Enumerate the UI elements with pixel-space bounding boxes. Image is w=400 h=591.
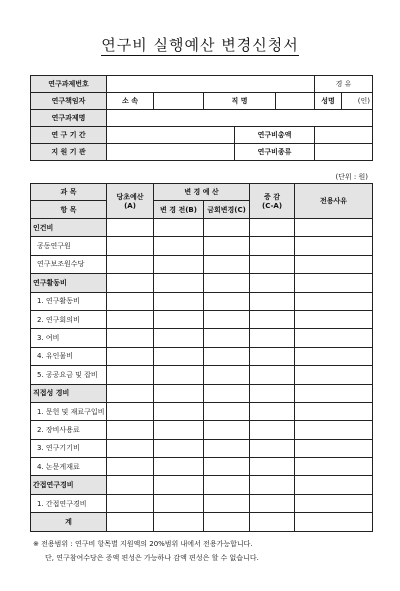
budget-row: [31, 458, 373, 476]
transfer-reason-cell[interactable]: [295, 366, 373, 384]
budget-row: [31, 255, 373, 273]
before-change-cell[interactable]: [154, 494, 204, 512]
difference-header: [250, 184, 295, 219]
before-change-cell[interactable]: [154, 310, 204, 328]
original-amount-cell[interactable]: [107, 421, 154, 439]
original-amount-cell[interactable]: [107, 513, 154, 531]
period-label: 연 구 기 간: [31, 127, 107, 144]
affiliation-field[interactable]: [154, 93, 204, 110]
before-change-cell[interactable]: [154, 384, 204, 402]
before-change-cell[interactable]: [154, 329, 204, 347]
fund-type-label: 연구비종류: [235, 144, 315, 161]
budget-row: [31, 384, 373, 402]
transfer-reason-cell[interactable]: [295, 439, 373, 457]
budget-item-label: 1. 연구활동비: [31, 292, 107, 310]
budget-item-label: 4. 유인물비: [31, 347, 107, 365]
item-header-top: 과 목: [31, 184, 107, 201]
original-amount-cell[interactable]: [107, 237, 154, 255]
budget-row: [31, 219, 373, 237]
after-change-cell[interactable]: [204, 402, 250, 420]
after-change-cell[interactable]: [204, 476, 250, 494]
total-label: 연구비총액: [235, 127, 315, 144]
budget-row: [31, 237, 373, 255]
period-field[interactable]: [107, 127, 235, 144]
difference-cell[interactable]: [250, 402, 295, 420]
original-amount-cell[interactable]: [107, 292, 154, 310]
before-change-cell[interactable]: [154, 366, 204, 384]
budget-item-label: 5. 공공요금 및 잡비: [31, 366, 107, 384]
difference-cell[interactable]: [250, 310, 295, 328]
agency-label: 지 원 기 관: [31, 144, 107, 161]
before-change-cell[interactable]: [154, 237, 204, 255]
budget-row: [31, 476, 373, 494]
after-change-cell[interactable]: [204, 347, 250, 365]
transfer-reason-cell[interactable]: [295, 292, 373, 310]
note-1: ※ 전용범위 : 연구비 항목별 지원액의 20%범위 내에서 전용가능합니다.: [33, 540, 253, 548]
seal-mark: (인): [342, 93, 373, 110]
budget-row: [31, 494, 373, 512]
budget-row: [31, 329, 373, 347]
original-amount-cell[interactable]: [107, 402, 154, 420]
transfer-reason-cell[interactable]: [295, 329, 373, 347]
after-change-cell[interactable]: [204, 255, 250, 273]
affiliation-label: 소 속: [107, 93, 154, 110]
difference-cell[interactable]: [250, 366, 295, 384]
before-change-cell[interactable]: [154, 476, 204, 494]
after-change-cell[interactable]: [204, 384, 250, 402]
after-change-cell[interactable]: [204, 366, 250, 384]
transfer-reason-cell[interactable]: [295, 494, 373, 512]
budget-row: [31, 310, 373, 328]
original-amount-cell[interactable]: [107, 494, 154, 512]
transfer-reason-cell[interactable]: [295, 237, 373, 255]
budget-category-label: 계: [31, 513, 107, 531]
before-change-cell[interactable]: [154, 402, 204, 420]
difference-cell[interactable]: [250, 494, 295, 512]
budget-item-label: 1. 간접연구경비: [31, 494, 107, 512]
original-amount-cell[interactable]: [107, 439, 154, 457]
difference-cell[interactable]: [250, 219, 295, 237]
project-name-label: 연구과제명: [31, 110, 107, 127]
difference-label: 증 감: [264, 193, 280, 201]
after-change-cell[interactable]: [204, 458, 250, 476]
changed-budget-header: 변 경 예 산: [154, 184, 250, 201]
original-amount-cell[interactable]: [107, 347, 154, 365]
original-budget-a: (A): [124, 202, 136, 210]
original-amount-cell[interactable]: [107, 274, 154, 292]
budget-row: [31, 292, 373, 310]
budget-row: [31, 421, 373, 439]
budget-item-label: 2. 연구회의비: [31, 310, 107, 328]
after-change-cell[interactable]: [204, 329, 250, 347]
original-amount-cell[interactable]: [107, 384, 154, 402]
budget-item-label: 공동연구원: [31, 237, 107, 255]
before-change-cell[interactable]: [154, 292, 204, 310]
original-budget-label: 당초예산: [116, 193, 144, 201]
difference-cell[interactable]: [250, 476, 295, 494]
difference-cell[interactable]: [250, 274, 295, 292]
transfer-reason-cell[interactable]: [295, 458, 373, 476]
original-amount-cell[interactable]: [107, 219, 154, 237]
item-header-bottom: 항 목: [31, 201, 107, 219]
budget-category-label: 직접성 경비: [31, 384, 107, 402]
budget-row: [31, 274, 373, 292]
difference-cell[interactable]: [250, 255, 295, 273]
name-label: 성명: [315, 93, 342, 110]
budget-item-label: 3. 여비: [31, 329, 107, 347]
difference-cell[interactable]: [250, 421, 295, 439]
researcher-label: 연구책임자: [31, 93, 107, 110]
difference-cell[interactable]: [250, 458, 295, 476]
before-change-cell[interactable]: [154, 255, 204, 273]
original-amount-cell[interactable]: [107, 255, 154, 273]
budget-row: [31, 439, 373, 457]
transfer-reason-cell[interactable]: [295, 384, 373, 402]
transfer-reason-cell[interactable]: [295, 219, 373, 237]
after-change-cell[interactable]: [204, 274, 250, 292]
after-change-cell[interactable]: [204, 292, 250, 310]
after-change-cell[interactable]: [204, 237, 250, 255]
original-amount-cell[interactable]: [107, 476, 154, 494]
position-field[interactable]: [276, 93, 315, 110]
budget-category-label: 연구활동비: [31, 274, 107, 292]
budget-category-label: 인건비: [31, 219, 107, 237]
transfer-reason-cell[interactable]: [295, 476, 373, 494]
project-number-field[interactable]: [107, 76, 315, 93]
difference-cell[interactable]: [250, 384, 295, 402]
after-change-cell[interactable]: [204, 494, 250, 512]
transfer-reason-cell[interactable]: [295, 347, 373, 365]
after-change-cell[interactable]: [204, 219, 250, 237]
notes: [33, 537, 259, 565]
original-amount-cell[interactable]: [107, 366, 154, 384]
transfer-reason-cell[interactable]: [295, 402, 373, 420]
page-title: 연구비 실행예산 변경신청서: [101, 36, 299, 54]
difference-cell[interactable]: [250, 513, 295, 531]
before-change-cell[interactable]: [154, 513, 204, 531]
difference-cell[interactable]: [250, 237, 295, 255]
budget-table: [30, 183, 373, 532]
budget-category-label: 간접연구경비: [31, 476, 107, 494]
before-change-header: 변 경 전(B): [154, 201, 204, 219]
before-change-cell[interactable]: [154, 458, 204, 476]
original-amount-cell[interactable]: [107, 329, 154, 347]
after-change-header: 금회변경(C): [204, 201, 250, 219]
budget-item-label: 2. 장비사용료: [31, 421, 107, 439]
budget-item-label: 1. 문헌 및 재료구입비: [31, 402, 107, 420]
note-2: 단, 연구참여수당은 증액 편성은 가능하나 감액 편성은 할 수 없습니다.: [45, 554, 259, 562]
title-underline: [101, 55, 299, 56]
difference-cell[interactable]: [250, 347, 295, 365]
after-change-cell[interactable]: [204, 421, 250, 439]
budget-row: [31, 402, 373, 420]
budget-item-label: 4. 논문게재료: [31, 458, 107, 476]
before-change-cell[interactable]: [154, 347, 204, 365]
total-field[interactable]: [315, 127, 373, 144]
budget-item-label: 연구보조원수당: [31, 255, 107, 273]
info-table: [30, 75, 373, 161]
transfer-reason-cell[interactable]: [295, 310, 373, 328]
difference-cell[interactable]: [250, 329, 295, 347]
transfer-reason-cell[interactable]: [295, 513, 373, 531]
after-change-cell[interactable]: [204, 513, 250, 531]
original-budget-header: [107, 184, 154, 219]
project-name-field[interactable]: [107, 110, 373, 127]
budget-row: [31, 366, 373, 384]
original-amount-cell[interactable]: [107, 310, 154, 328]
transfer-reason-cell[interactable]: [295, 255, 373, 273]
before-change-cell[interactable]: [154, 439, 204, 457]
after-change-cell[interactable]: [204, 439, 250, 457]
fund-type-field[interactable]: [315, 144, 373, 161]
difference-cell[interactable]: [250, 292, 295, 310]
budget-row: [31, 513, 373, 531]
unit-label: (단위 : 원): [335, 173, 368, 181]
transfer-reason-header: 전용사유: [295, 184, 373, 219]
difference-formula: (C-A): [262, 202, 283, 210]
budget-row: [31, 347, 373, 365]
position-label: 직 명: [204, 93, 276, 110]
transfer-reason-cell[interactable]: [295, 421, 373, 439]
project-number-label: 연구과제번호: [31, 76, 107, 93]
original-amount-cell[interactable]: [107, 458, 154, 476]
transfer-reason-cell[interactable]: [295, 274, 373, 292]
after-change-cell[interactable]: [204, 310, 250, 328]
difference-cell[interactable]: [250, 439, 295, 457]
reason-label: 경 유: [315, 76, 373, 93]
before-change-cell[interactable]: [154, 421, 204, 439]
agency-field[interactable]: [107, 144, 235, 161]
budget-item-label: 3. 연구기기비: [31, 439, 107, 457]
before-change-cell[interactable]: [154, 219, 204, 237]
before-change-cell[interactable]: [154, 274, 204, 292]
